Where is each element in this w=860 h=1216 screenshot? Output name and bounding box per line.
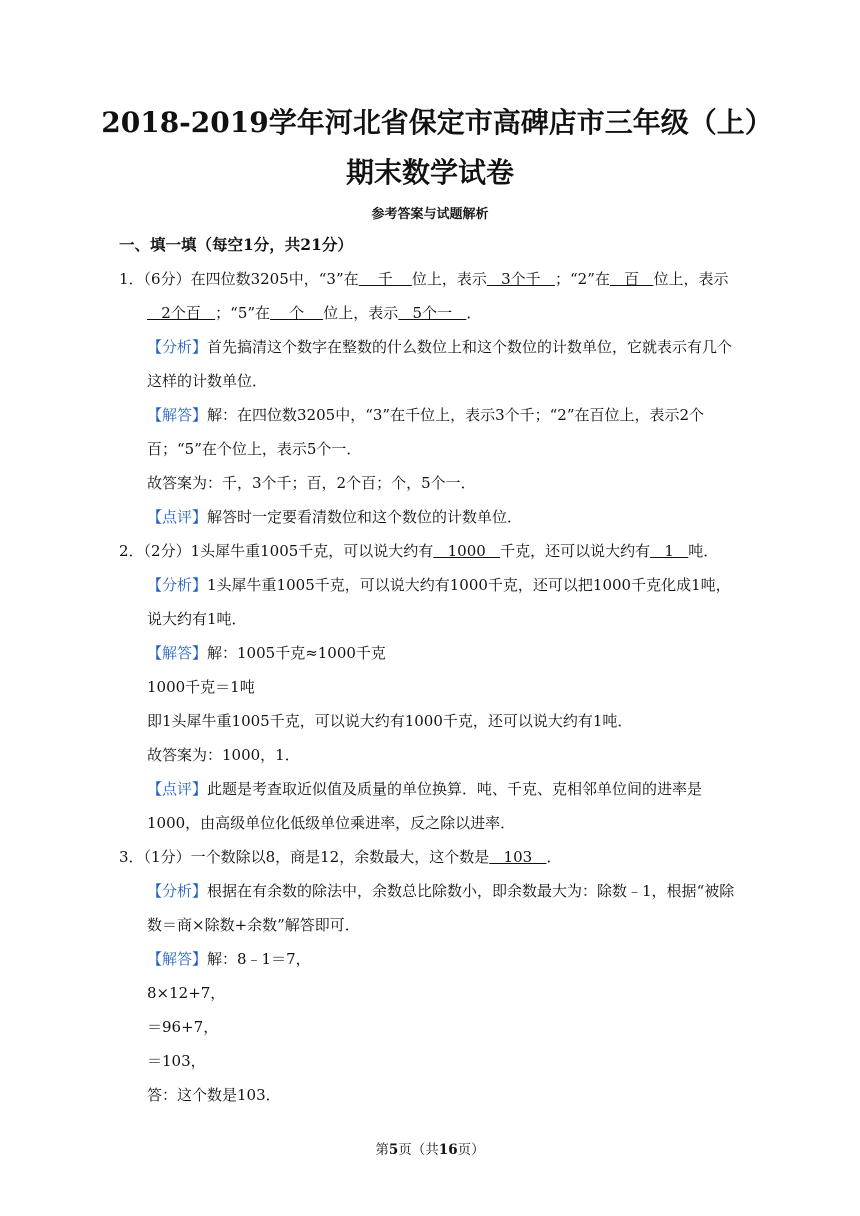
question-text: ；“5”在: [215, 304, 271, 322]
question-points: （1分）: [143, 848, 191, 866]
question-text: ．: [546, 848, 562, 866]
footer-text: 页）: [457, 1142, 485, 1158]
analysis-block: [119, 874, 737, 942]
question-text: ；“2”在: [554, 270, 610, 288]
answer-line: 故答案为：千，3个千；百，2个百；个，5个一．: [147, 474, 476, 492]
analysis-block: [119, 568, 737, 636]
question-number: 2．: [119, 542, 144, 560]
question-text: 1头犀牛重1005千克，可以说大约有: [190, 542, 434, 560]
comment-text: 此题是考查取近似值及质量的单位换算．吨、千克、克相邻单位间的进率是1000，由高级单位化低级单位乘进率，反之除以进率．: [147, 780, 703, 832]
analysis-text: 根据在有余数的除法中，余数总比除数小，即余数最大为：除数﹣1，根据“被除数＝商×除数+余数”解答即可．: [147, 882, 735, 934]
page-footer: [0, 1138, 860, 1158]
solution-tag: 【解答】: [147, 406, 208, 424]
document-body: [119, 228, 737, 1112]
answer-blank: 个: [270, 304, 324, 322]
answer-blank: 百: [609, 270, 654, 288]
answer-line: 故答案为：1000，1．: [147, 746, 300, 764]
solution-text: 解：8﹣1＝7，: [207, 950, 311, 968]
question-1: [119, 262, 737, 330]
solution-block: [119, 942, 737, 976]
solution-tag: 【解答】: [147, 950, 208, 968]
analysis-tag: 【分析】: [147, 882, 208, 900]
question-number: 1．: [119, 270, 144, 288]
question-text: ．: [466, 304, 482, 322]
analysis-block: [119, 330, 737, 398]
comment-text: 解答时一定要看清数位和这个数位的计数单位．: [207, 508, 523, 526]
answer-blank: 3个千: [486, 270, 555, 288]
solution-line: 答：这个数是103．: [147, 1086, 281, 1104]
document-subtitle: 参考答案与试题解析: [371, 207, 489, 222]
question-number: 3．: [119, 848, 144, 866]
analysis-text: 首先搞清这个数字在整数的什么数位上和这个数位的计数单位，它就表示有几个这样的计数单位．: [147, 338, 733, 390]
footer-text: 第: [375, 1142, 389, 1158]
solution-text: 解：在四位数3205中，“3”在千位上，表示3个千；“2”在百位上，表示2个百；“5”在个位上，表示5个一．: [147, 406, 705, 458]
solution-line: ＝96+7，: [147, 1018, 219, 1036]
answer-blank: 103: [489, 848, 547, 866]
comment-block: [119, 500, 737, 534]
solution-line: 1000千克＝1吨: [147, 678, 255, 696]
section-heading: 一、填一填（每空1分，共21分）: [119, 235, 353, 254]
comment-tag: 【点评】: [147, 780, 208, 798]
solution-block: [119, 636, 737, 670]
analysis-text: 1头犀牛重1005千克，可以说大约有1000千克，还可以把1000千克化成1吨，说大约有1吨．: [147, 576, 731, 628]
question-text: 在四位数3205中，“3”在: [190, 270, 359, 288]
answer-blank: 5个一: [398, 304, 467, 322]
question-text: 一个数除以8，商是12，余数最大，这个数是: [190, 848, 490, 866]
answer-blank: 千: [358, 270, 412, 288]
document-title: 2018-2019学年河北省保定市高碑店市三年级（上）期末数学试卷: [101, 106, 759, 189]
footer-text: 页（共: [398, 1142, 439, 1158]
answer-blank: 1: [650, 542, 689, 560]
solution-block: [119, 398, 737, 466]
question-text: 位上，表示: [411, 270, 487, 288]
solution-line: ＝103，: [147, 1052, 206, 1070]
question-2: [119, 534, 737, 568]
solution-line: 8×12+7，: [147, 984, 226, 1002]
answer-blank: 2个百: [147, 304, 216, 322]
question-text: 吨．: [688, 542, 719, 560]
solution-line: 即1头犀牛重1005千克，可以说大约有1000千克，还可以说大约有1吨．: [147, 712, 633, 730]
solution-text: 解：1005千克≈1000千克: [207, 644, 386, 662]
page-number: 5: [388, 1142, 399, 1158]
question-text: 千克，还可以说大约有: [500, 542, 651, 560]
solution-tag: 【解答】: [147, 644, 208, 662]
question-3: [119, 840, 737, 874]
question-text: 位上，表示: [323, 304, 399, 322]
comment-block: [119, 772, 737, 840]
page-total: 16: [438, 1142, 458, 1158]
comment-tag: 【点评】: [147, 508, 208, 526]
question-points: （2分）: [143, 542, 191, 560]
question-points: （6分）: [143, 270, 191, 288]
analysis-tag: 【分析】: [147, 338, 208, 356]
question-text: 位上，表示: [653, 270, 729, 288]
analysis-tag: 【分析】: [147, 576, 208, 594]
answer-blank: 1000: [433, 542, 501, 560]
